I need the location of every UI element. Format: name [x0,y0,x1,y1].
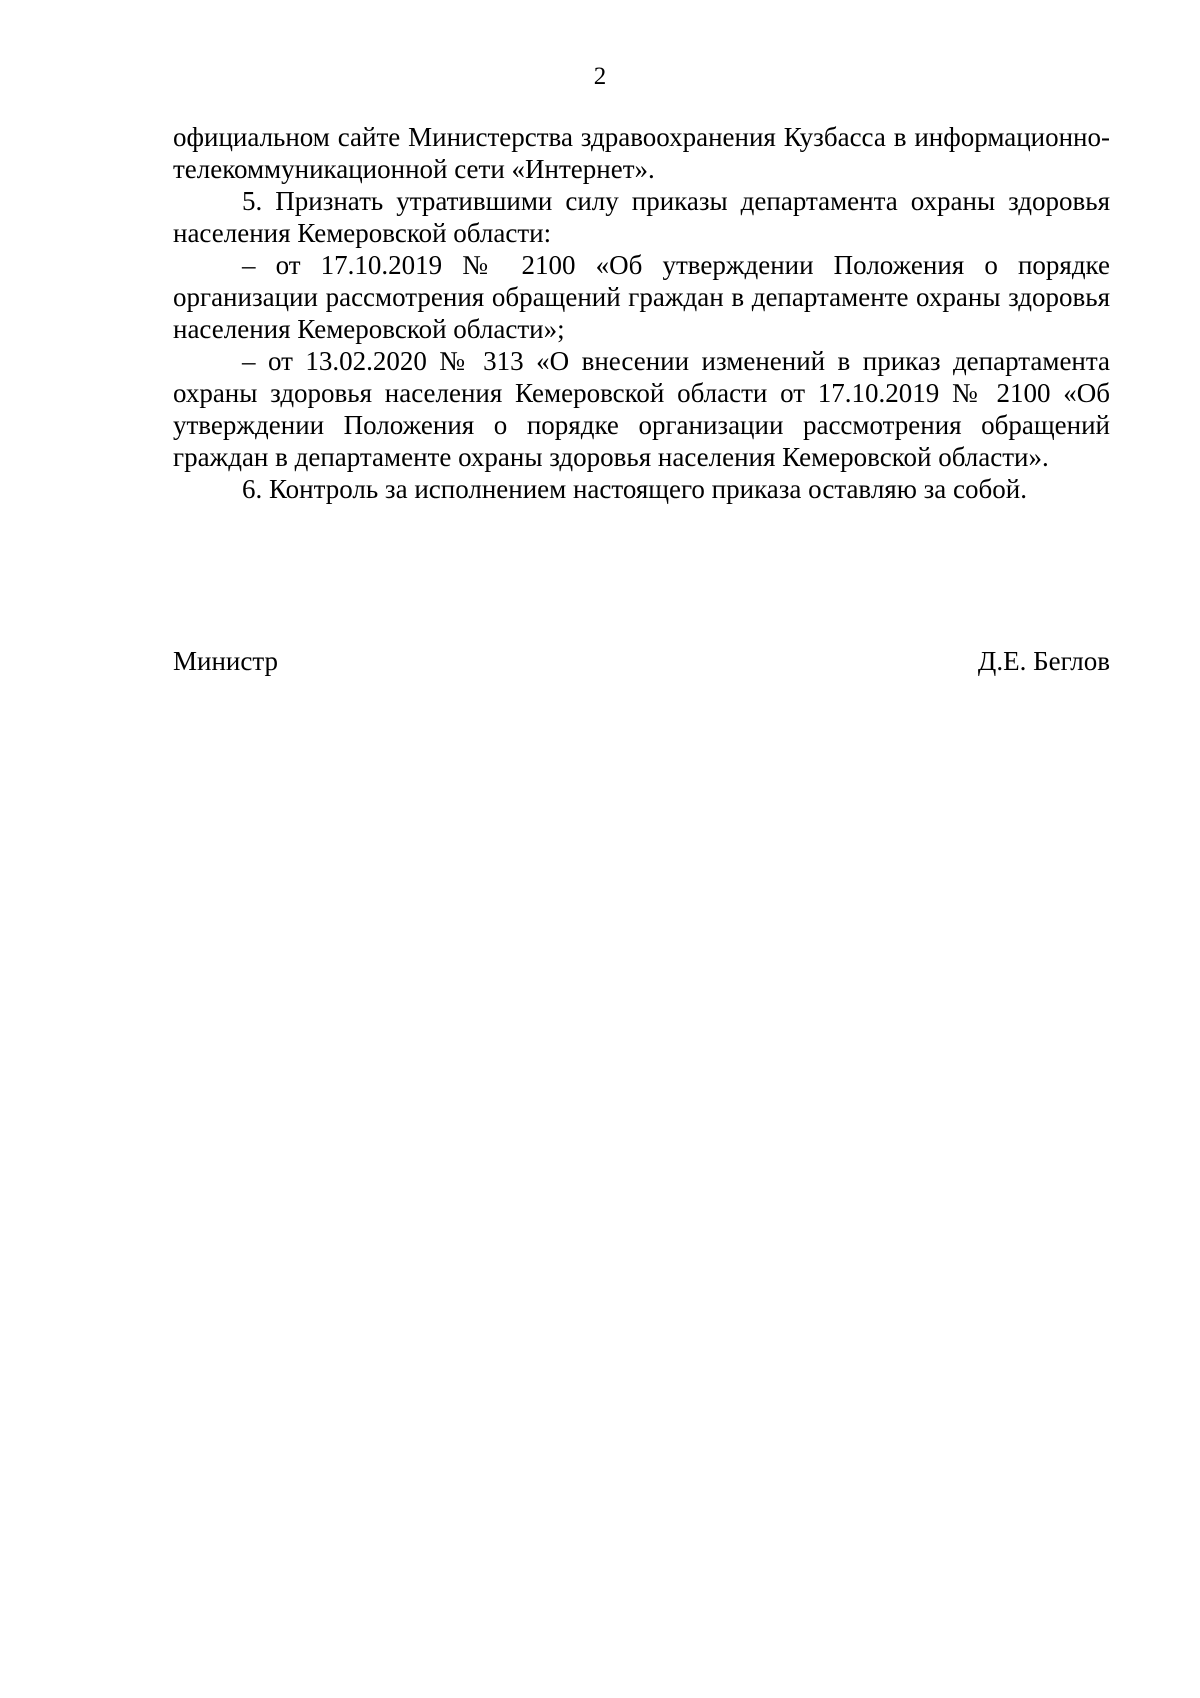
paragraph-item-6: 6. Контроль за исполнением настоящего приказа оставляю за собой. [242,474,1027,504]
paragraph-continuation: официальном сайте Министерства здравоохранения Кузбасса в информационно-телекоммуникационной сети «Интернет». [173,122,1110,184]
signature-block [173,645,1110,679]
paragraph-item-5: 5. Признать утратившими силу приказы департамента охраны здоровья населения Кемеровской области: [173,186,1110,248]
page-number: 2 [593,63,607,90]
document-body [173,121,1110,505]
paragraph-item-5-order-2100: – от 17.10.2019 № 2100 «Об утверждении Положения о порядке организации рассмотрения обращений граждан в департаменте охраны здоровья населения Кемеровской области»; [173,250,1110,344]
paragraph-item-5-order-313: – от 13.02.2020 № 313 «О внесении изменений в приказ департамента охраны здоровья населения Кемеровской области от 17.10.2019 № 2100 «Об утверждении Положения о порядке организации рассмотрения обращений граждан в департаменте охраны здоровья населения Кемеровской области». [173,346,1110,472]
signatory-title: Министр [173,646,278,676]
signatory-name: Д.Е. Беглов [977,646,1110,676]
